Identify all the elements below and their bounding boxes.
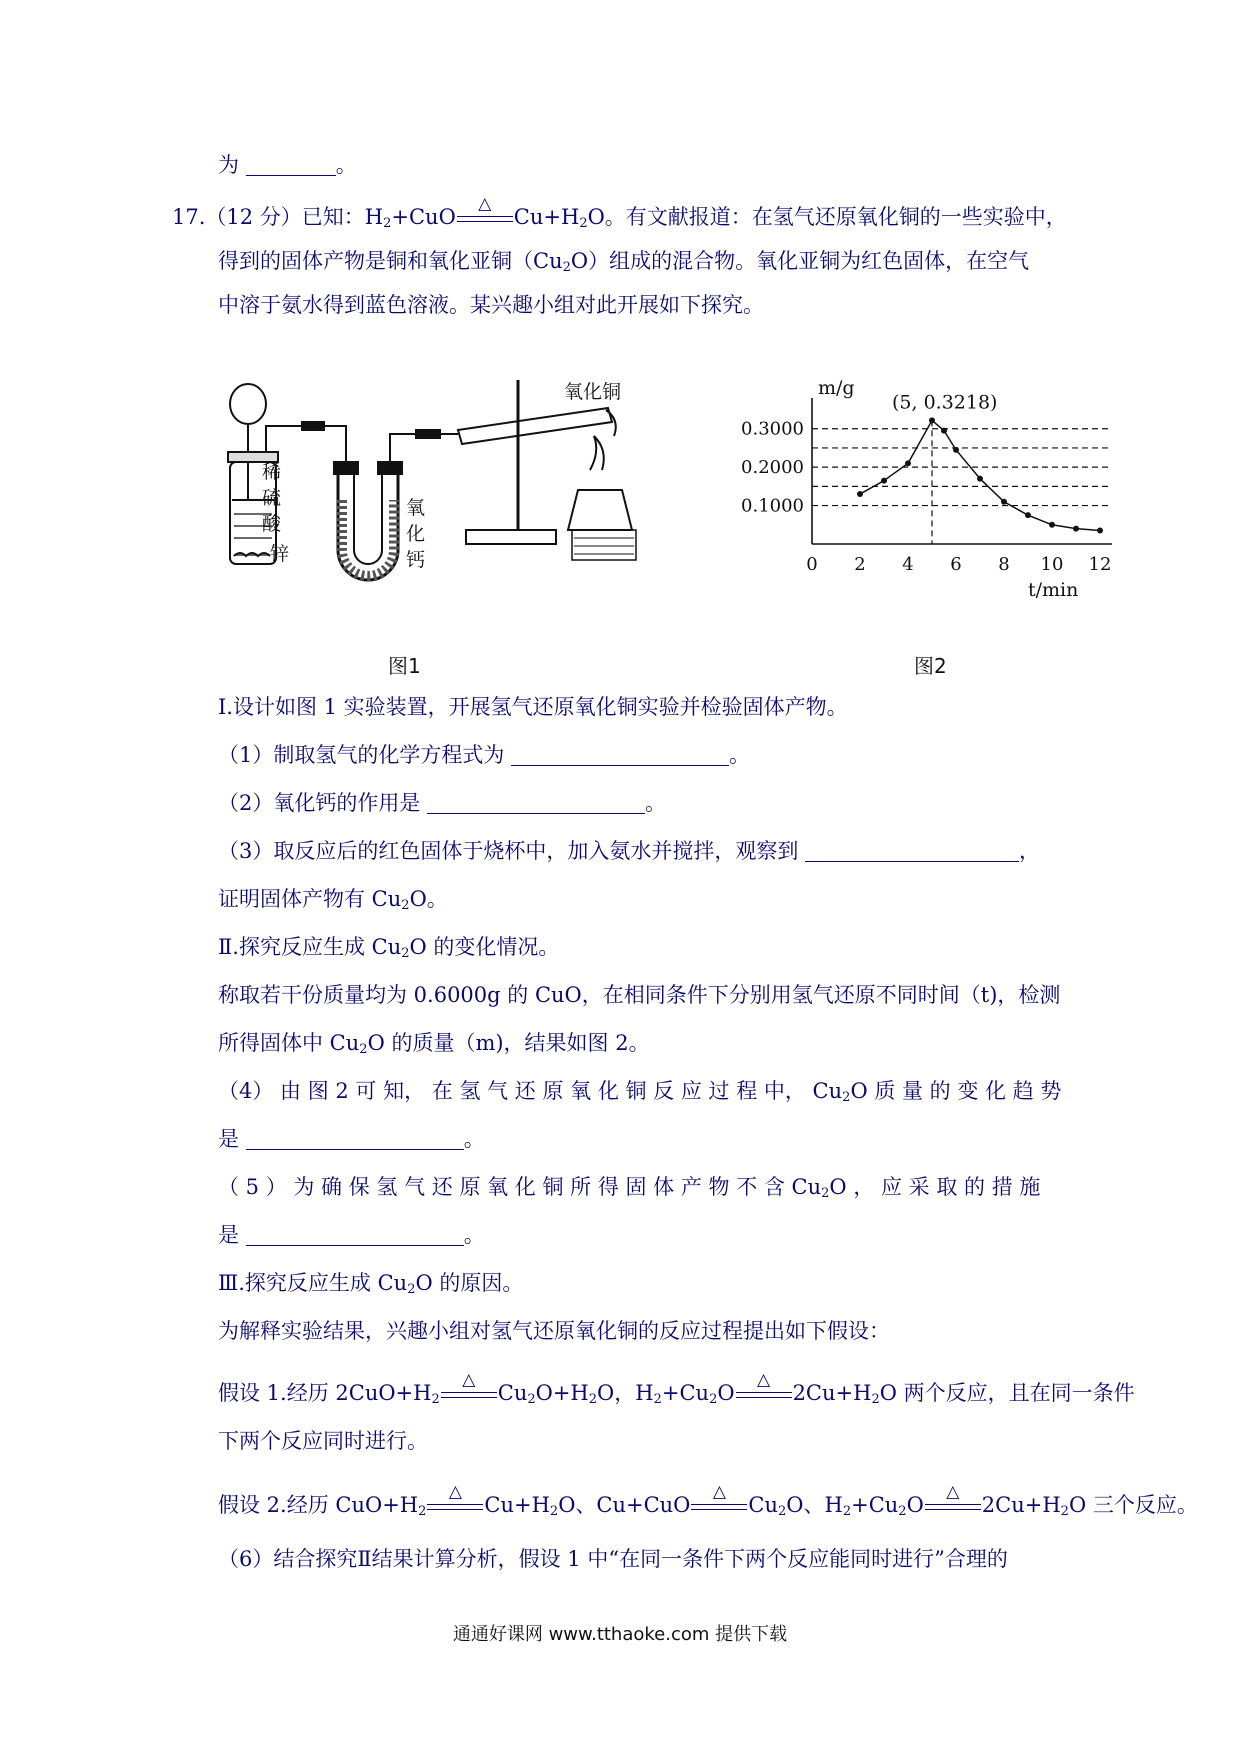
text: O。有文献报道：在氢气还原氧化铜的一些实验中， (587, 205, 1067, 229)
label-cuo: 氧化铜 (564, 381, 622, 403)
y-axis-label: m/g (818, 377, 855, 399)
text: O，H (597, 1381, 654, 1405)
section-1-intro: Ⅰ.设计如图 1 实验装置，开展氢气还原氧化铜实验并检验固体产物。 (218, 695, 848, 719)
text: Ⅲ.探究反应生成 Cu (218, 1271, 408, 1295)
subscript: 2 (821, 1186, 830, 1201)
text: O (717, 1381, 735, 1405)
delta-symbol: △ (946, 1482, 960, 1502)
label-cao-3: 钙 (406, 549, 426, 571)
text: O+H (535, 1381, 589, 1405)
text-line (218, 150, 357, 180)
text: +CuO (391, 205, 456, 229)
y-tick-label: 0.3000 (741, 418, 804, 440)
data-point (1073, 526, 1079, 532)
text-line (218, 1124, 485, 1154)
data-point (905, 460, 911, 466)
text: Cu (497, 1381, 528, 1405)
text: Ⅱ.探究反应生成 Cu (218, 935, 402, 959)
text: 是 (218, 1127, 246, 1151)
heating-arrow (457, 194, 513, 227)
text: O、H (786, 1493, 843, 1517)
text: O）组成的混合物。氧化亚铜为红色固体，在空气 (570, 249, 1030, 273)
delta-symbol: △ (448, 1482, 462, 1502)
label-dilute: 稀 (262, 461, 282, 483)
question-4 (218, 1076, 1061, 1113)
question-17-header (172, 194, 1067, 239)
question-2 (218, 788, 666, 818)
section-3-title (218, 1268, 523, 1305)
apparatus-figure (218, 380, 688, 600)
text: O 的原因。 (415, 1271, 524, 1295)
subscript: 2 (401, 946, 410, 961)
text: 17.（12 分）已知：H (172, 205, 384, 229)
heating-arrow (441, 1370, 497, 1403)
answer-blank-2[interactable] (427, 791, 645, 814)
subscript: 2 (527, 1392, 536, 1407)
text: 是 (218, 1223, 246, 1247)
delta-symbol: △ (462, 1370, 476, 1390)
text: O 的变化情况。 (409, 935, 560, 959)
text: ， (1019, 839, 1041, 863)
series-line (860, 420, 1100, 530)
subscript: 2 (709, 1392, 718, 1407)
x-tick-label: 0 (806, 554, 818, 575)
subscript: 2 (1060, 1504, 1069, 1519)
y-tick-label: 0.2000 (741, 457, 804, 479)
subscript: 2 (871, 1392, 880, 1407)
delta-symbol: △ (478, 194, 492, 214)
subscript: 2 (562, 260, 571, 275)
text: （3）取反应后的红色固体于烧杯中，加入氨水并搅拌，观察到 (218, 839, 806, 863)
data-point (1097, 528, 1103, 534)
subscript: 2 (842, 1090, 851, 1105)
subscript: 2 (383, 216, 392, 231)
hypothesis-1 (218, 1370, 1135, 1415)
question-6: （6）结合探究Ⅱ结果计算分析，假设 1 中“在同一条件下两个反应能同时进行”合理的 (218, 1547, 1008, 1571)
text: 。 (645, 791, 667, 815)
delta-symbol: △ (712, 1482, 726, 1502)
data-point (1049, 522, 1055, 528)
text: Cu (748, 1493, 778, 1517)
label-zinc: 锌 (270, 543, 290, 565)
data-point (1025, 512, 1031, 518)
subscript: 2 (898, 1504, 907, 1519)
hypothesis-2 (218, 1482, 1198, 1527)
heating-arrow (427, 1482, 483, 1515)
text: 。 (463, 1223, 485, 1247)
text: O (906, 1493, 924, 1517)
x-tick-label: 10 (1040, 554, 1064, 575)
heating-arrow (736, 1370, 792, 1403)
text: O、Cu+CuO (558, 1493, 691, 1517)
subscript: 2 (588, 1392, 598, 1407)
question-3 (218, 836, 1040, 866)
figure1-caption: 图1 (388, 654, 421, 678)
label-sulfuric: 硫 (262, 487, 282, 509)
data-point (857, 491, 863, 497)
label-cao-1: 氧 (406, 497, 426, 519)
text: （1）制取氢气的化学方程式为 (218, 743, 512, 767)
subscript: 2 (407, 1282, 416, 1297)
text: 。 (729, 743, 751, 767)
text: Cu+H (513, 205, 580, 229)
question-1 (218, 740, 750, 770)
x-tick-label: 12 (1088, 554, 1112, 575)
label-acid: 酸 (262, 513, 282, 535)
text: 证明固体产物有 Cu (218, 887, 402, 911)
text: O 两个反应，且在同一条件 (879, 1381, 1135, 1405)
text: 2Cu+H (981, 1493, 1061, 1517)
text: （4） 由 图 2 可 知， 在 氢 气 还 原 氧 化 铜 反 应 过 程 中， Cu (218, 1079, 843, 1103)
data-point (1001, 499, 1007, 505)
text: （2）氧化钙的作用是 (218, 791, 428, 815)
subscript: 2 (653, 1392, 662, 1407)
peak-annotation: (5, 0.3218) (892, 391, 998, 414)
section-2-title (218, 932, 559, 969)
label-cao-2: 化 (406, 523, 426, 545)
text: 假设 1.经历 2CuO+H (218, 1381, 432, 1405)
subscript: 2 (579, 216, 588, 231)
text: 。 (335, 153, 357, 177)
text: 为 (218, 153, 246, 177)
answer-blank-1[interactable] (511, 743, 729, 766)
x-tick-label: 4 (902, 554, 914, 575)
text-line (218, 1220, 485, 1250)
text: O。 (409, 887, 448, 911)
text: 假设 2.经历 CuO+H (218, 1493, 419, 1517)
page-footer: 通通好课网 www.tthaoke.com 提供下载 (452, 1624, 788, 1645)
funnel-bulb (230, 384, 266, 424)
text-line (218, 884, 448, 921)
data-point (881, 478, 887, 484)
text-line: 中溶于氨水得到蓝色溶液。某兴趣小组对此开展如下探究。 (218, 293, 764, 317)
subscript: 2 (418, 1504, 427, 1519)
text-line: 称取若干份质量均为 0.6000g 的 CuO，在相同条件下分别用氢气还原不同时间（t)，检测 (218, 983, 1061, 1007)
answer-blank-4[interactable] (246, 1127, 464, 1150)
delta-symbol: △ (757, 1370, 771, 1390)
answer-blank[interactable] (246, 153, 336, 176)
x-tick-label: 6 (950, 554, 962, 575)
text: +Cu (661, 1381, 710, 1405)
text: O ， 应 采 取 的 措 施 (829, 1175, 1041, 1199)
heating-arrow (691, 1482, 747, 1515)
stand-base (466, 530, 556, 544)
text-line (218, 246, 1029, 283)
data-point (977, 476, 983, 482)
text: 2Cu+H (792, 1381, 872, 1405)
subscript: 2 (842, 1504, 852, 1519)
alcohol-burner (568, 490, 632, 530)
text: O 的质量（m)，结果如图 2。 (367, 1031, 650, 1055)
data-point (953, 447, 959, 453)
text: +Cu (851, 1493, 899, 1517)
text: （ 5 ） 为 确 保 氢 气 还 原 氧 化 铜 所 得 固 体 产 物 不 含 Cu (218, 1175, 822, 1199)
text: O 三个反应。 (1068, 1493, 1198, 1517)
combustion-tube (458, 408, 612, 444)
x-tick-label: 2 (854, 554, 866, 575)
y-tick-label: 0.1000 (741, 495, 804, 517)
text: 所得固体中 Cu (218, 1031, 360, 1055)
subscript: 2 (401, 898, 410, 913)
text: 得到的固体产物是铜和氧化亚铜（Cu (218, 249, 563, 273)
subscript: 2 (431, 1392, 440, 1407)
text-line: 为解释实验结果，兴趣小组对氢气还原氧化铜的反应过程提出如下假设： (218, 1319, 890, 1343)
data-point (929, 417, 935, 423)
x-axis-label: t/min (1028, 579, 1079, 601)
text: 。 (463, 1127, 485, 1151)
mass-time-chart (730, 370, 1150, 640)
text: O 质 量 的 变 化 趋 势 (850, 1079, 1062, 1103)
answer-blank-5[interactable] (246, 1223, 464, 1246)
subscript: 2 (359, 1042, 368, 1057)
answer-blank-3[interactable] (805, 839, 1019, 862)
subscript: 2 (549, 1504, 559, 1519)
text-line (218, 1028, 650, 1065)
heating-arrow (925, 1482, 981, 1515)
text-line: 下两个反应同时进行。 (218, 1429, 428, 1453)
x-tick-label: 8 (998, 554, 1010, 575)
text: Cu+H (484, 1493, 550, 1517)
figure2-caption: 图2 (914, 654, 947, 678)
data-point (941, 428, 947, 434)
question-5 (218, 1172, 1040, 1209)
subscript: 2 (778, 1504, 787, 1519)
